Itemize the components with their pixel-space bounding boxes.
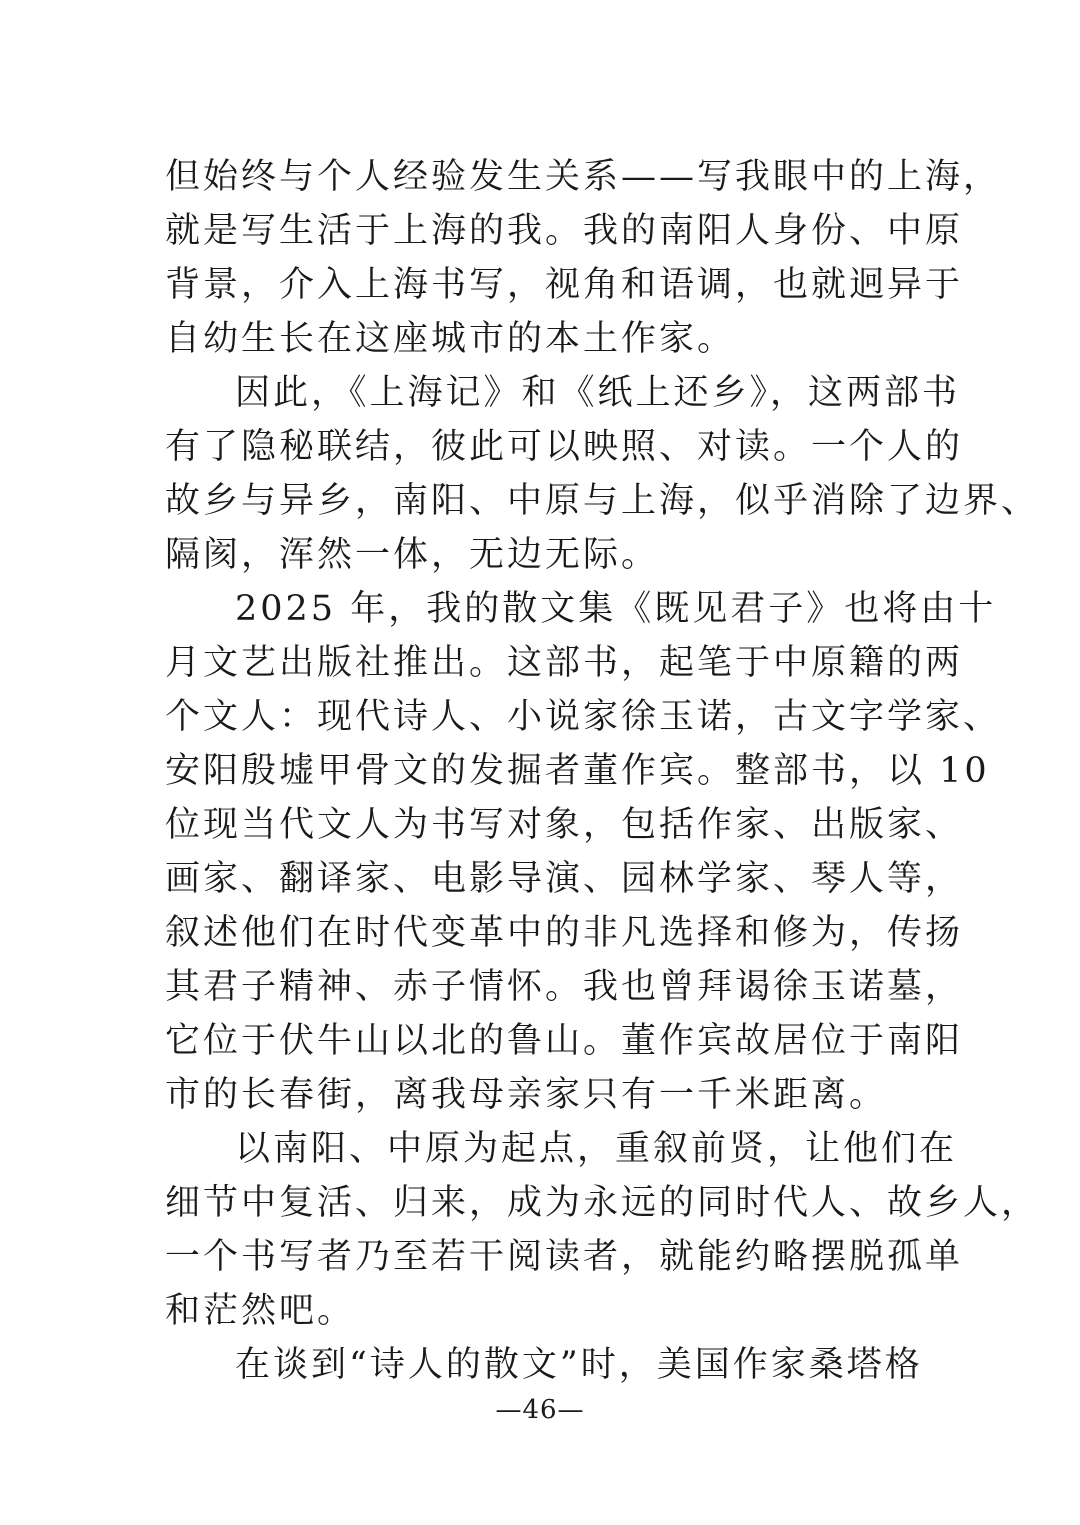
text-line: 其君子精神、赤子情怀。我也曾拜谒徐玉诺墓， (165, 967, 964, 1007)
text-line: 一个书写者乃至若干阅读者，就能约略摆脱孤单 (165, 1237, 964, 1277)
text-line: 叙述他们在时代变革中的非凡选择和修为，传扬 (165, 913, 964, 953)
text-line: 市的长春街，离我母亲家只有一千米距离。 (165, 1075, 888, 1115)
text-line: 月文艺出版社推出。这部书，起笔于中原籍的两 (165, 643, 964, 683)
text-line: 2025 年，我的散文集《既见君子》也将由十 (235, 589, 997, 629)
text-line: 安阳殷墟甲骨文的发掘者董作宾。整部书，以 10 (165, 751, 990, 791)
text-line: 以南阳、中原为起点，重叙前贤，让他们在 (235, 1129, 958, 1169)
text-line: 和茫然吧。 (165, 1291, 356, 1331)
text-line: 位现当代文人为书写对象，包括作家、出版家、 (165, 805, 964, 845)
text-line: 个文人：现代诗人、小说家徐玉诺，古文字学家、 (165, 697, 1002, 737)
text-line: 画家、翻译家、电影导演、园林学家、琴人等， (165, 859, 964, 899)
text-line: 细节中复活、归来，成为永远的同时代人、故乡人， (165, 1183, 1040, 1223)
text-line: 自幼生长在这座城市的本土作家。 (165, 319, 736, 359)
text-line: 隔阂，浑然一体，无边无际。 (165, 535, 660, 575)
body-text (165, 150, 1040, 1392)
text-line: 它位于伏牛山以北的鲁山。董作宾故居位于南阳 (165, 1021, 964, 1061)
text-line: 就是写生活于上海的我。我的南阳人身份、中原 (165, 211, 964, 251)
text-line: 背景，介入上海书写，视角和语调，也就迥异于 (165, 265, 964, 305)
text-line: 有了隐秘联结，彼此可以映照、对读。一个人的 (165, 427, 964, 467)
page-number: —46— (495, 1395, 585, 1425)
text-line: 在谈到“诗人的散文”时，美国作家桑塔格 (235, 1345, 923, 1385)
text-line: 故乡与异乡，南阳、中原与上海，似乎消除了边界、 (165, 481, 1040, 521)
text-line: 因此，《上海记》和《纸上还乡》，这两部书 (235, 373, 961, 413)
text-line: 但始终与个人经验发生关系——写我眼中的上海， (165, 157, 1002, 197)
